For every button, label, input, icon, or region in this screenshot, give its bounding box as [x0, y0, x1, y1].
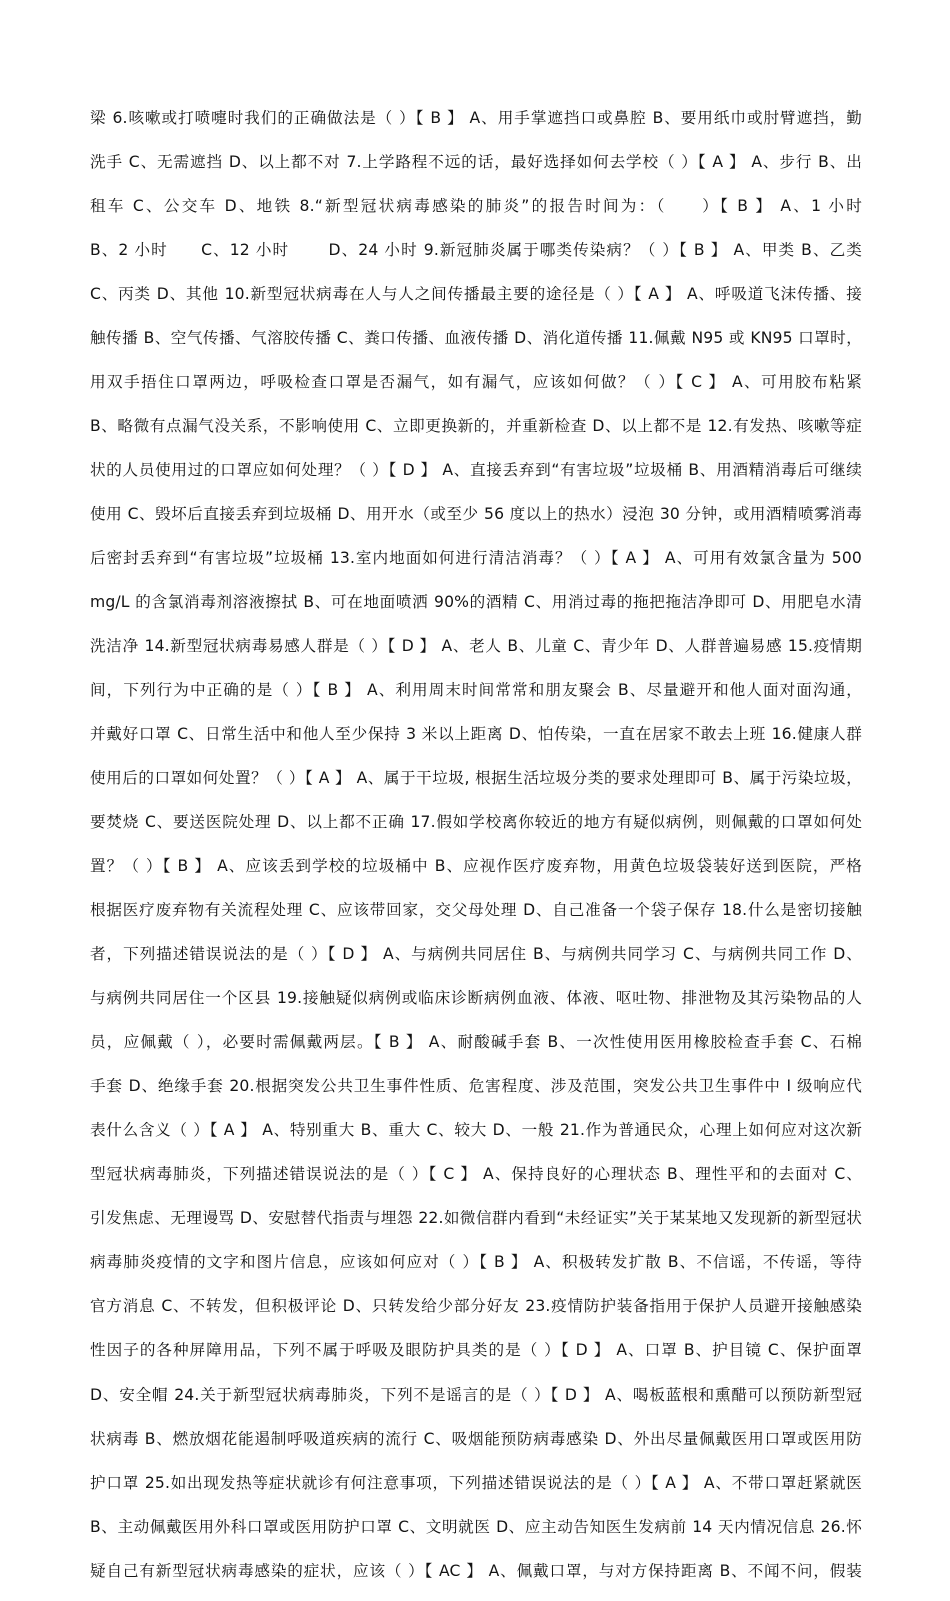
text-line: 后密封丢弃到“有害垃圾”垃圾桶 13.室内地面如何进行清洁消毒？（ ）【 A 】 A、可用有效氯含量为 500: [90, 548, 862, 567]
text-line: 员，应佩戴（ ），必要时需佩戴两层。【 B 】 A、耐酸碱手套 B、一次性使用医用橡胶检查手套 C、石棉: [90, 1033, 862, 1052]
text-line: 洗手 C、无需遮挡 D、以上都不对 7.上学路程不远的话，最好选择如何去学校（ ）【 A 】 A、步行 B、出: [90, 152, 862, 171]
text-line: 官方消息 C、不转发，但积极评论 D、只转发给少部分好友 23.疫情防护装备指用于保护人员避开接触感染: [90, 1297, 862, 1316]
text-line: 与病例共同居住一个区县 19.接触疑似病例或临床诊断病例血液、体液、呕吐物、排泄物及其污染物品的人: [90, 989, 862, 1008]
text-line: 表什么含义（ ）【 A 】 A、特别重大 B、重大 C、较大 D、一般 21.作为普通民众，心理上如何应对这次新: [90, 1121, 862, 1140]
text-line: 要焚烧 C、要送医院处理 D、以上都不正确 17.假如学校离你较近的地方有疑似病例，则佩戴的口罩如何处: [90, 813, 862, 832]
text-line: 梁 6.咳嗽或打喷嚏时我们的正确做法是（ ）【 B 】 A、用手掌遮挡口或鼻腔 B、要用纸巾或肘臂遮挡，勤: [90, 108, 862, 127]
text-line: mg/L 的含氯消毒剂溶液擦拭 B、可在地面喷洒 90%的酒精 C、用消过毒的拖把拖洁净即可 D、用肥皂水清: [90, 592, 862, 611]
text-line: B、2 小时 C、12 小时 D、24 小时 9.新冠肺炎属于哪类传染病？（ ）【 B 】 A、甲类 B、乙类: [90, 240, 862, 259]
text-line: 触传播 B、空气传播、气溶胶传播 C、粪口传播、血液传播 D、消化道传播 11.佩戴 N95 或 KN95 口罩时，: [90, 328, 862, 347]
text-line: 使用后的口罩如何处置？（ ）【 A 】 A、属于干垃圾, 根据生活垃圾分类的要求处理即可 B、属于污染垃圾，: [90, 769, 862, 788]
text-line: C、丙类 D、其他 10.新型冠状病毒在人与人之间传播最主要的途径是（ ）【 A 】 A、呼吸道飞沫传播、接: [90, 284, 862, 303]
text-line: B、主动佩戴医用外科口罩或医用防护口罩 C、文明就医 D、应主动告知医生发病前 14 天内情况信息 26.怀: [90, 1517, 862, 1536]
text-line: 用双手捂住口罩两边，呼吸检查口罩是否漏气，如有漏气，应该如何做？（ ）【 C 】 A、可用胶布粘紧: [90, 372, 862, 391]
text-line: 根据医疗废弃物有关流程处理 C、应该带回家，交父母处理 D、自己准备一个袋子保存 18.什么是密切接触: [90, 901, 862, 920]
text-line: 并戴好口罩 C、日常生活中和他人至少保持 3 米以上距离 D、怕传染，一直在居家不敢去上班 16.健康人群: [90, 725, 862, 744]
text-line: 状病毒 B、燃放烟花能遏制呼吸道疾病的流行 C、吸烟能预防病毒感染 D、外出尽量佩戴医用口罩或医用防: [90, 1429, 862, 1448]
text-line: 手套 D、绝缘手套 20.根据突发公共卫生事件性质、危害程度、涉及范围，突发公共卫生事件中 I 级响应代: [90, 1077, 862, 1096]
text-line: 引发焦虑、无理谩骂 D、安慰替代指责与埋怨 22.如微信群内看到“未经证实”关于某某地又发现新的新型冠状: [90, 1209, 862, 1228]
text-line: 状的人员使用过的口罩应如何处理？（ ）【 D 】 A、直接丢弃到“有害垃圾”垃圾桶 B、用酒精消毒后可继续: [90, 460, 862, 479]
text-line: D、安全帽 24.关于新型冠状病毒肺炎，下列不是谣言的是（ ）【 D 】 A、喝板蓝根和熏醋可以预防新型冠: [90, 1385, 862, 1404]
text-line: 租车 C、公交车 D、地铁 8.“新型冠状病毒感染的肺炎”的报告时间为：（ ）【 B 】 A、1 小时: [90, 196, 862, 215]
text-line: 性因子的各种屏障用品，下列不属于呼吸及眼防护具类的是（ ）【 D 】 A、口罩 B、护目镜 C、保护面罩: [90, 1341, 862, 1360]
quiz-text-block: [90, 88, 862, 1601]
text-line: 护口罩 25.如出现发热等症状就诊有何注意事项，下列描述错误说法的是（ ）【 A 】 A、不带口罩赶紧就医: [90, 1473, 862, 1492]
text-line: B、略微有点漏气没关系，不影响使用 C、立即更换新的，并重新检查 D、以上都不是 12.有发热、咳嗽等症: [90, 416, 862, 435]
text-line: 疑自己有新型冠状病毒感染的症状，应该（ ）【 AC 】 A、佩戴口罩，与对方保持距离 B、不闻不问，假装: [90, 1561, 862, 1580]
text-line: 病毒肺炎疫情的文字和图片信息，应该如何应对（ ）【 B 】 A、积极转发扩散 B、不信谣，不传谣，等待: [90, 1253, 862, 1272]
text-line: 型冠状病毒肺炎，下列描述错误说法的是（ ）【 C 】 A、保持良好的心理状态 B、理性平和的去面对 C、: [90, 1165, 862, 1184]
text-line: 洗洁净 14.新型冠状病毒易感人群是（ ）【 D 】 A、老人 B、儿童 C、青少年 D、人群普遍易感 15.疫情期: [90, 636, 862, 655]
text-line: 置？（ ）【 B 】 A、应该丢到学校的垃圾桶中 B、应视作医疗废弃物，用黄色垃圾袋装好送到医院，严格: [90, 857, 862, 876]
text-line: 使用 C、毁坏后直接丢弃到垃圾桶 D、用开水（或至少 56 度以上的热水）浸泡 30 分钟，或用酒精喷雾消毒: [90, 504, 862, 523]
text-line: 间，下列行为中正确的是（ ）【 B 】 A、利用周末时间常常和朋友聚会 B、尽量避开和他人面对面沟通，: [90, 681, 862, 699]
text-line: 者，下列描述错误说法的是（ ）【 D 】 A、与病例共同居住 B、与病例共同学习 C、与病例共同工作 D、: [90, 945, 862, 964]
